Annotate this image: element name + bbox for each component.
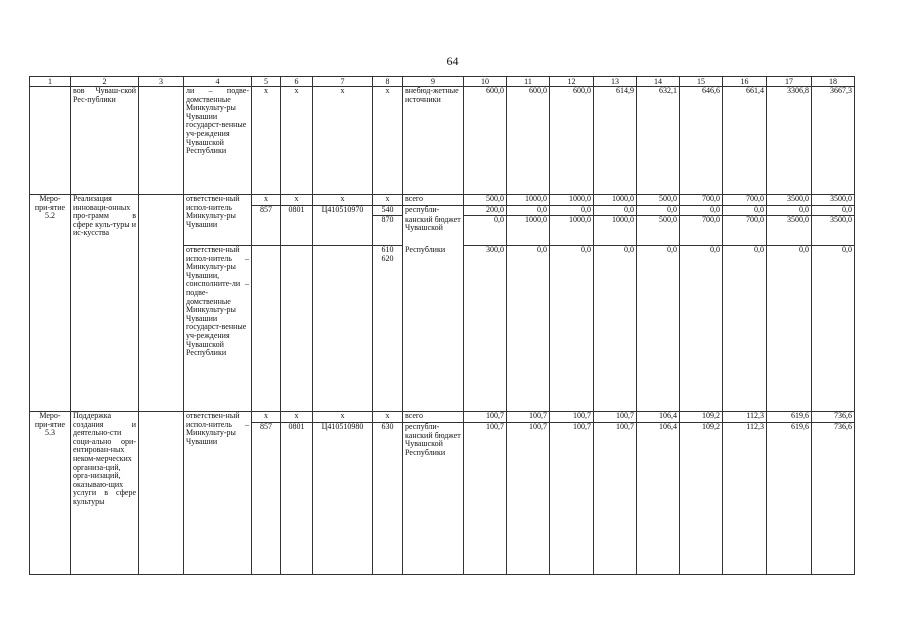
col-header: 4 xyxy=(184,77,252,87)
value-cell: 700,0 xyxy=(680,216,723,246)
cell-col8: x xyxy=(373,195,403,206)
activity-name: Реализация инноваци-онных про-грамм в сфере куль-туры и ис-кусства xyxy=(71,195,139,412)
col-header: 2 xyxy=(71,77,139,87)
cell-col8: 610 620 xyxy=(373,246,403,412)
value-cell: 3500,0 xyxy=(812,216,855,246)
col-header: 9 xyxy=(403,77,464,87)
value-cell: 500,0 xyxy=(637,195,680,206)
cell-col5: x xyxy=(252,195,281,206)
value-cell: 619,6 xyxy=(767,412,812,423)
value-cell: 600,0 xyxy=(550,87,594,195)
value-cell: 0,0 xyxy=(637,206,680,216)
header-row xyxy=(30,77,855,87)
value-cell: 106,4 xyxy=(637,423,680,575)
executor: ли – подве-домственные Минкульту-ры Чувашии государст-венные уч-реждения Чувашской Республики xyxy=(184,87,252,195)
cell-col7: Ц410510970 xyxy=(313,206,373,246)
funding-source: внебюд-жетные источники xyxy=(403,87,464,195)
cell-col8: 870 xyxy=(373,216,403,246)
cell-col8: 540 xyxy=(373,206,403,216)
col-header: 14 xyxy=(637,77,680,87)
value-cell: 0,0 xyxy=(767,246,812,412)
col-header: 15 xyxy=(680,77,723,87)
cell-col5: 857 xyxy=(252,206,281,246)
col-header: 13 xyxy=(594,77,637,87)
value-cell: 700,0 xyxy=(723,195,767,206)
activity-id: Меро-при-ятие 5.2 xyxy=(30,195,71,412)
cell-col6: 0801 xyxy=(281,423,313,575)
value-cell: 200,0 xyxy=(464,206,507,216)
value-cell: 0,0 xyxy=(464,216,507,246)
col-header: 6 xyxy=(281,77,313,87)
value-cell: 661,4 xyxy=(723,87,767,195)
col-header: 16 xyxy=(723,77,767,87)
value-cell: 100,7 xyxy=(550,423,594,575)
value-cell: 100,7 xyxy=(507,423,550,575)
value-cell: 646,6 xyxy=(680,87,723,195)
col-header: 8 xyxy=(373,77,403,87)
value-cell: 1000,0 xyxy=(507,195,550,206)
value-cell: 100,7 xyxy=(550,412,594,423)
value-cell: 112,3 xyxy=(723,412,767,423)
value-cell: 100,7 xyxy=(594,412,637,423)
col-header: 1 xyxy=(30,77,71,87)
value-cell: 3500,0 xyxy=(812,195,855,206)
cell-col7: x xyxy=(313,87,373,195)
cell-col7: x xyxy=(313,195,373,206)
budget-table xyxy=(29,76,855,575)
page-number: 64 xyxy=(446,54,459,68)
value-cell: 0,0 xyxy=(550,206,594,216)
value-cell: 632,1 xyxy=(637,87,680,195)
executor: ответствен-ный испол-нитель Минкульту-ры Чувашии xyxy=(184,195,252,246)
col-header: 10 xyxy=(464,77,507,87)
executor: ответствен-ный испол-нитель – Минкульту-ры Чувашии, соисполните-ли – подве-домственные Минкульту-ры Чувашии государст-венные уч-реждения Чувашской Республики xyxy=(184,246,252,412)
funding-source: республи- xyxy=(403,206,464,216)
cell-col6: x xyxy=(281,195,313,206)
value-cell: 614,9 xyxy=(594,87,637,195)
cell-col5: 857 xyxy=(252,423,281,575)
funding-source: республи-канский бюджет Чувашской Республики xyxy=(403,423,464,575)
value-cell: 1000,0 xyxy=(550,216,594,246)
cell-col6: x xyxy=(281,87,313,195)
col-header: 18 xyxy=(812,77,855,87)
value-cell: 0,0 xyxy=(680,246,723,412)
value-cell: 1000,0 xyxy=(550,195,594,206)
col-header: 7 xyxy=(313,77,373,87)
cell-col3 xyxy=(139,87,184,195)
col-header: 17 xyxy=(767,77,812,87)
table-row xyxy=(30,195,855,206)
cell-col5 xyxy=(252,246,281,412)
value-cell: 500,0 xyxy=(464,195,507,206)
value-cell: 0,0 xyxy=(680,206,723,216)
value-cell: 736,6 xyxy=(812,412,855,423)
cell-col8: x xyxy=(373,87,403,195)
value-cell: 0,0 xyxy=(723,206,767,216)
value-cell: 0,0 xyxy=(812,206,855,216)
value-cell: 100,7 xyxy=(507,412,550,423)
value-cell: 500,0 xyxy=(637,216,680,246)
value-cell: 700,0 xyxy=(680,195,723,206)
value-cell: 0,0 xyxy=(594,206,637,216)
cell-col5: x xyxy=(252,412,281,423)
value-cell: 619,6 xyxy=(767,423,812,575)
funding-source: всего xyxy=(403,195,464,206)
value-cell: 600,0 xyxy=(464,87,507,195)
cell-col7: x xyxy=(313,412,373,423)
activity-id: Меро-при-ятие 5.3 xyxy=(30,412,71,575)
cell-col8: 630 xyxy=(373,423,403,575)
cell-col6 xyxy=(281,246,313,412)
value-cell: 0,0 xyxy=(637,246,680,412)
table-row xyxy=(30,87,855,195)
executor: ответствен-ный испол-нитель – Минкульту-ры Чувашии xyxy=(184,412,252,575)
value-cell: 736,6 xyxy=(812,423,855,575)
activity-name: Поддержка создания и деятельно-сти соци-ально ори-ентирован-ных неком-мерческих организа-ций, орга-низаций, оказываю-щих услуги в сфере культуры xyxy=(71,412,139,575)
value-cell: 112,3 xyxy=(723,423,767,575)
program-name: вов Чуваш-ской Рес-публики xyxy=(71,87,139,195)
cell-col6: x xyxy=(281,412,313,423)
cell-col7: Ц410510980 xyxy=(313,423,373,575)
value-cell: 0,0 xyxy=(812,246,855,412)
value-cell: 109,2 xyxy=(680,412,723,423)
value-cell: 3500,0 xyxy=(767,216,812,246)
value-cell: 109,2 xyxy=(680,423,723,575)
value-cell: 700,0 xyxy=(723,216,767,246)
value-cell: 100,7 xyxy=(464,423,507,575)
value-cell: 100,7 xyxy=(594,423,637,575)
table-row xyxy=(30,412,855,423)
cell-col5: x xyxy=(252,87,281,195)
col-header: 5 xyxy=(252,77,281,87)
cell-col3 xyxy=(139,412,184,575)
value-cell: 300,0 xyxy=(464,246,507,412)
col-header: 11 xyxy=(507,77,550,87)
value-cell: 0,0 xyxy=(723,246,767,412)
cell-col1 xyxy=(30,87,71,195)
value-cell: 1000,0 xyxy=(594,216,637,246)
value-cell: 3667,3 xyxy=(812,87,855,195)
value-cell: 0,0 xyxy=(507,206,550,216)
col-header: 12 xyxy=(550,77,594,87)
funding-source: канский бюджет Чувашской xyxy=(403,216,464,246)
cell-col7 xyxy=(313,246,373,412)
value-cell: 1000,0 xyxy=(594,195,637,206)
value-cell: 100,7 xyxy=(464,412,507,423)
value-cell: 3306,8 xyxy=(767,87,812,195)
cell-col6: 0801 xyxy=(281,206,313,246)
funding-source: Республики xyxy=(403,246,464,412)
col-header: 3 xyxy=(139,77,184,87)
value-cell: 600,0 xyxy=(507,87,550,195)
value-cell: 0,0 xyxy=(550,246,594,412)
cell-col8: x xyxy=(373,412,403,423)
value-cell: 0,0 xyxy=(594,246,637,412)
value-cell: 3500,0 xyxy=(767,195,812,206)
value-cell: 1000,0 xyxy=(507,216,550,246)
funding-source: всего xyxy=(403,412,464,423)
value-cell: 0,0 xyxy=(507,246,550,412)
value-cell: 106,4 xyxy=(637,412,680,423)
value-cell: 0,0 xyxy=(767,206,812,216)
cell-col3 xyxy=(139,195,184,412)
